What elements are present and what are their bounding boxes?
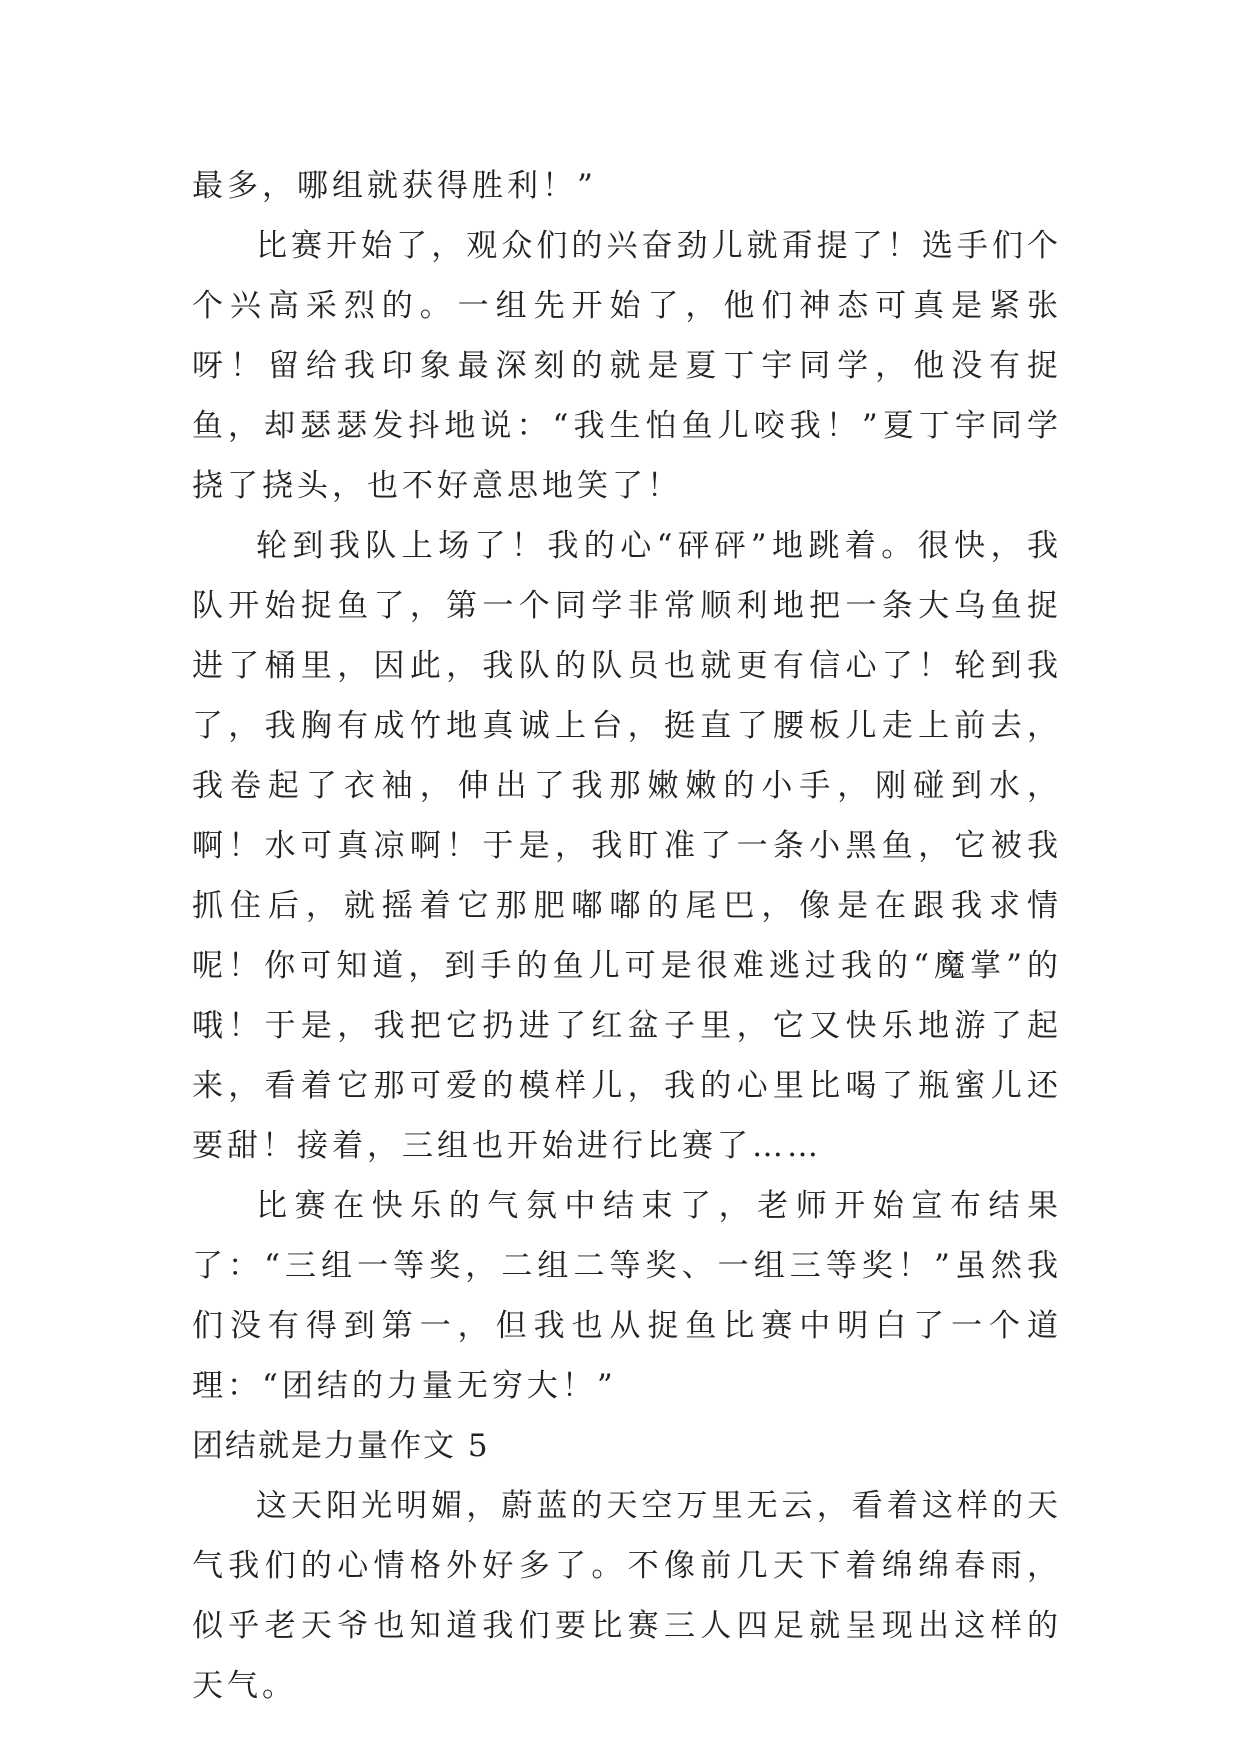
paragraph-4: 比赛在快乐的气氛中结束了，老师开始宣布结果了：“三组一等奖，二组二等奖、一组三等奖！”虽然我们没有得到第一，但我也从捉鱼比赛中明白了一个道理：“团结的力量无穷大！” xyxy=(192,1188,1062,1404)
paragraph-1: 最多，哪组就获得胜利！” xyxy=(192,168,597,204)
section-title: 团结就是力量作文 5 xyxy=(192,1428,490,1464)
document-body xyxy=(192,156,1062,1716)
paragraph-5: 这天阳光明媚，蔚蓝的天空万里无云，看着这样的天气我们的心情格外好多了。不像前几天下着绵绵春雨，似乎老天爷也知道我们要比赛三人四足就呈现出这样的天气。 xyxy=(192,1488,1062,1704)
paragraph-3: 轮到我队上场了！我的心“砰砰”地跳着。很快，我队开始捉鱼了，第一个同学非常顺利地把一条大乌鱼捉进了桶里，因此，我队的队员也就更有信心了！轮到我了，我胸有成竹地真诚上台，挺直了腰板儿走上前去，我卷起了衣袖，伸出了我那嫩嫩的小手，刚碰到水，啊！水可真凉啊！于是，我盯准了一条小黑鱼，它被我抓住后，就摇着它那肥嘟嘟的尾巴，像是在跟我求情呢！你可知道，到手的鱼儿可是很难逃过我的“魔掌”的哦！于是，我把它扔进了红盆子里，它又快乐地游了起来，看着它那可爱的模样儿，我的心里比喝了瓶蜜儿还要甜！接着，三组也开始进行比赛了…… xyxy=(192,528,1062,1164)
paragraph-2: 比赛开始了，观众们的兴奋劲儿就甭提了！选手们个个兴高采烈的。一组先开始了，他们神态可真是紧张呀！留给我印象最深刻的就是夏丁宇同学，他没有捉鱼，却瑟瑟发抖地说：“我生怕鱼儿咬我！”夏丁宇同学挠了挠头，也不好意思地笑了！ xyxy=(192,228,1062,504)
